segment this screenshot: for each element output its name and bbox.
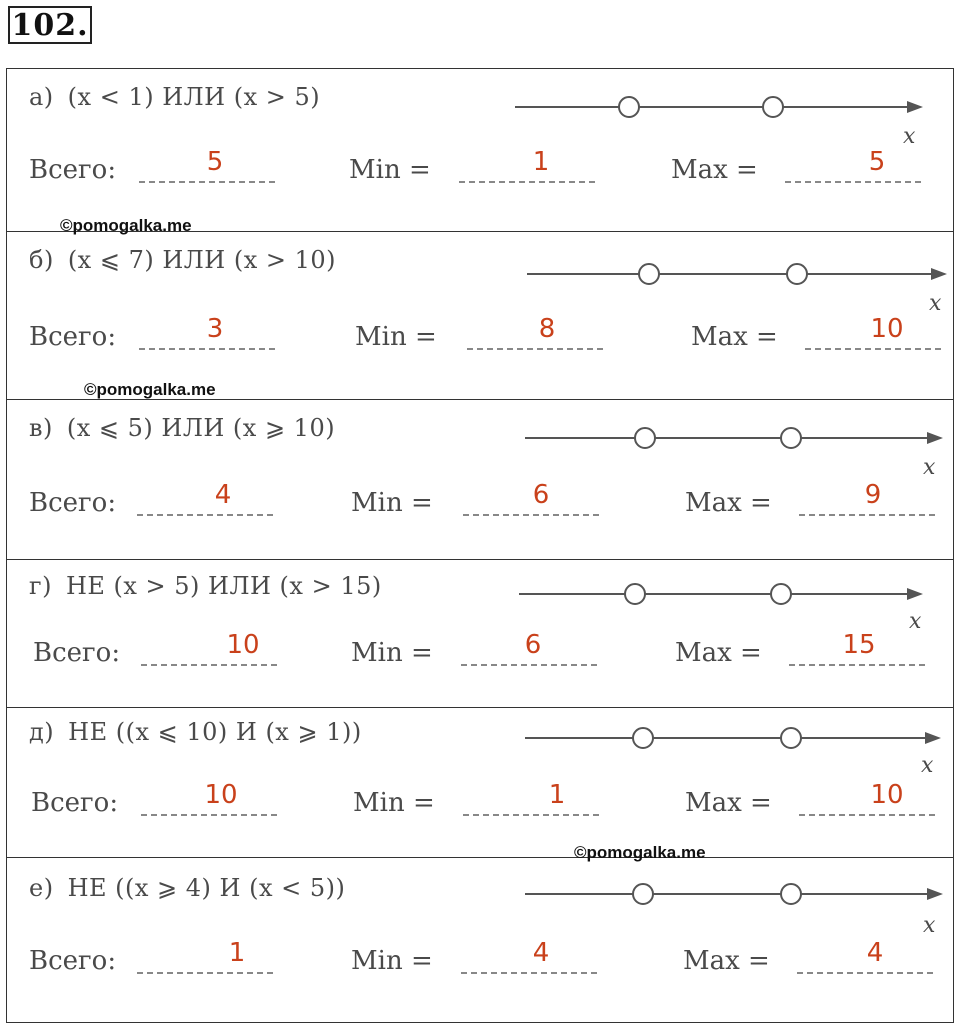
min-field[interactable] bbox=[463, 514, 599, 516]
task-condition bbox=[29, 414, 335, 442]
total-value: 10 bbox=[204, 780, 238, 810]
max-label: Max = bbox=[691, 322, 778, 352]
condition-text: (x ⩽ 5) ИЛИ (x ⩾ 10) bbox=[66, 414, 336, 442]
max-field[interactable] bbox=[785, 181, 921, 183]
open-point bbox=[625, 584, 645, 604]
axis-label: x bbox=[929, 291, 942, 316]
task-condition bbox=[29, 874, 345, 902]
answer-row bbox=[29, 630, 949, 670]
task-v bbox=[6, 400, 954, 560]
total-label: Всего: bbox=[29, 322, 117, 352]
min-value: 4 bbox=[532, 938, 550, 968]
min-value: 6 bbox=[524, 630, 542, 660]
min-label: Min = bbox=[353, 788, 435, 818]
axis-label: x bbox=[923, 455, 936, 480]
open-point bbox=[639, 264, 659, 284]
max-field[interactable] bbox=[799, 514, 935, 516]
answer-row bbox=[29, 147, 949, 187]
total-value: 10 bbox=[226, 630, 260, 660]
total-field[interactable] bbox=[141, 814, 277, 816]
total-value: 4 bbox=[214, 480, 232, 510]
open-point bbox=[635, 428, 655, 448]
total-label: Всего: bbox=[29, 946, 117, 976]
axis-label: x bbox=[909, 609, 922, 634]
condition-text: НЕ ((x ⩾ 4) И (x < 5)) bbox=[67, 874, 346, 902]
open-point bbox=[619, 97, 639, 117]
min-field[interactable] bbox=[467, 348, 603, 350]
max-field[interactable] bbox=[799, 814, 935, 816]
total-field[interactable] bbox=[137, 514, 273, 516]
task-condition bbox=[29, 572, 382, 600]
total-value: 1 bbox=[228, 938, 246, 968]
open-point bbox=[633, 728, 653, 748]
min-field[interactable] bbox=[463, 814, 599, 816]
number-line bbox=[519, 256, 949, 316]
min-value: 6 bbox=[532, 480, 550, 510]
total-label: Всего: bbox=[29, 488, 117, 518]
min-field[interactable] bbox=[459, 181, 595, 183]
max-value: 10 bbox=[870, 780, 904, 810]
max-field[interactable] bbox=[805, 348, 941, 350]
min-label: Min = bbox=[349, 155, 431, 185]
max-value: 10 bbox=[870, 314, 904, 344]
number-line bbox=[517, 720, 947, 780]
axis-label: x bbox=[923, 913, 936, 936]
task-a bbox=[6, 68, 954, 232]
task-e bbox=[6, 858, 954, 1023]
task-letter: е) bbox=[29, 874, 54, 902]
max-label: Max = bbox=[685, 788, 772, 818]
answer-row bbox=[29, 780, 949, 820]
task-letter: б) bbox=[29, 246, 54, 274]
open-point bbox=[781, 884, 801, 904]
task-d bbox=[6, 708, 954, 858]
number-line bbox=[507, 89, 937, 149]
total-value: 3 bbox=[206, 314, 224, 344]
task-letter: г) bbox=[29, 572, 52, 600]
min-value: 8 bbox=[538, 314, 556, 344]
task-condition bbox=[29, 718, 362, 746]
task-letter: д) bbox=[29, 718, 55, 746]
number-line bbox=[517, 420, 947, 480]
answer-row bbox=[29, 938, 949, 978]
watermark: ©pomogalka.me bbox=[60, 216, 192, 235]
exercise-number: 102. bbox=[8, 6, 92, 44]
condition-text: (x ⩽ 7) ИЛИ (x > 10) bbox=[67, 246, 337, 274]
max-value: 15 bbox=[842, 630, 876, 660]
min-label: Min = bbox=[351, 638, 433, 668]
min-field[interactable] bbox=[461, 972, 597, 974]
min-label: Min = bbox=[351, 488, 433, 518]
number-line bbox=[511, 576, 941, 636]
task-letter: в) bbox=[29, 414, 53, 442]
watermark: ©pomogalka.me bbox=[84, 380, 216, 399]
max-label: Max = bbox=[685, 488, 772, 518]
open-point bbox=[633, 884, 653, 904]
open-point bbox=[771, 584, 791, 604]
max-field[interactable] bbox=[797, 972, 933, 974]
max-value: 5 bbox=[868, 147, 886, 177]
open-point bbox=[781, 728, 801, 748]
max-label: Max = bbox=[675, 638, 762, 668]
total-field[interactable] bbox=[141, 664, 277, 666]
min-value: 1 bbox=[532, 147, 550, 177]
total-field[interactable] bbox=[139, 348, 275, 350]
max-value: 9 bbox=[864, 480, 882, 510]
max-value: 4 bbox=[866, 938, 884, 968]
total-label: Всего: bbox=[29, 155, 117, 185]
answer-row bbox=[29, 314, 949, 354]
answer-row bbox=[29, 480, 949, 520]
max-label: Max = bbox=[671, 155, 758, 185]
total-field[interactable] bbox=[139, 181, 275, 183]
task-condition bbox=[29, 246, 336, 274]
open-point bbox=[787, 264, 807, 284]
max-field[interactable] bbox=[789, 664, 925, 666]
axis-label: x bbox=[921, 753, 934, 778]
total-label: Всего: bbox=[33, 638, 121, 668]
min-value: 1 bbox=[548, 780, 566, 810]
task-condition bbox=[29, 83, 320, 111]
total-value: 5 bbox=[206, 147, 224, 177]
task-b bbox=[6, 232, 954, 400]
max-label: Max = bbox=[683, 946, 770, 976]
open-point bbox=[781, 428, 801, 448]
watermark: ©pomogalka.me bbox=[574, 843, 706, 862]
condition-text: НЕ (x > 5) ИЛИ (x > 15) bbox=[65, 572, 382, 600]
task-letter: а) bbox=[29, 83, 54, 111]
task-g bbox=[6, 560, 954, 708]
min-label: Min = bbox=[351, 946, 433, 976]
open-point bbox=[763, 97, 783, 117]
condition-text: (x < 1) ИЛИ (x > 5) bbox=[67, 83, 321, 111]
min-field[interactable] bbox=[461, 664, 597, 666]
number-line bbox=[517, 876, 947, 936]
axis-label: x bbox=[903, 124, 916, 149]
total-field[interactable] bbox=[137, 972, 273, 974]
condition-text: НЕ ((x ⩽ 10) И (x ⩾ 1)) bbox=[68, 718, 362, 746]
exercise-frame bbox=[6, 68, 954, 1023]
total-label: Всего: bbox=[31, 788, 119, 818]
min-label: Min = bbox=[355, 322, 437, 352]
